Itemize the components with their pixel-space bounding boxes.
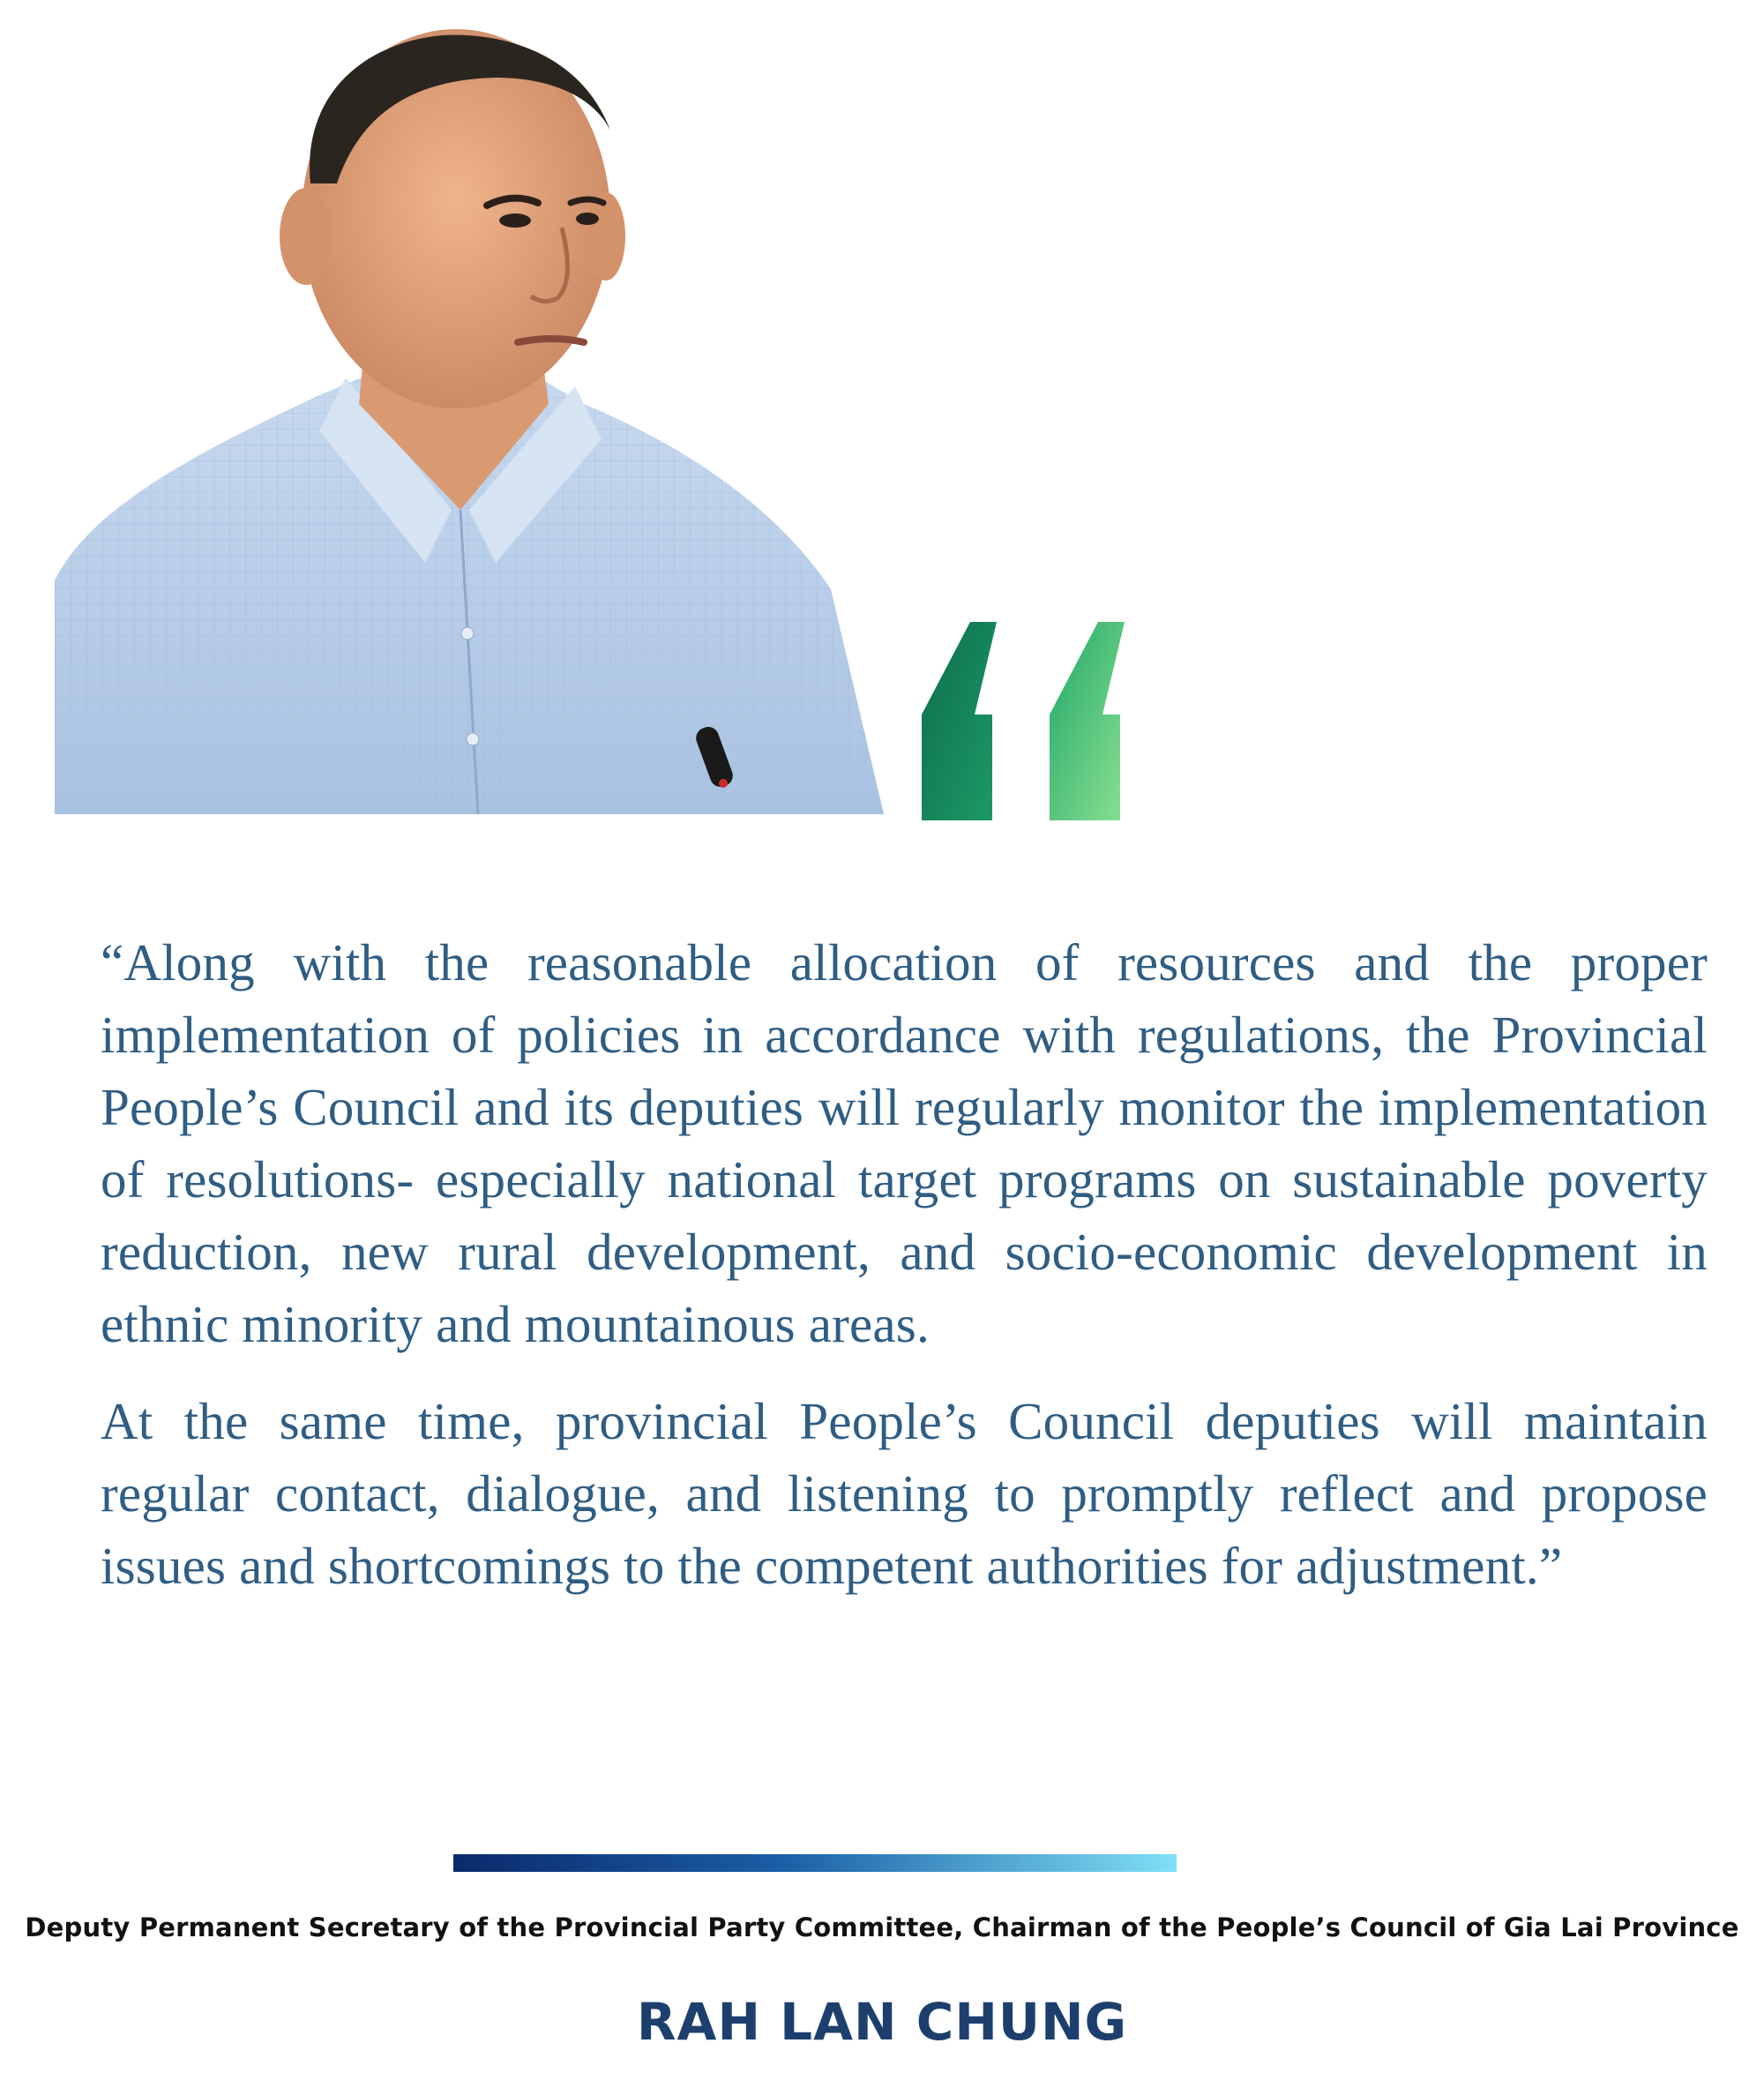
- quote-paragraph-1: “Along with the reasonable allocation of resources and the proper implementation of policies in accordance with regulations, the Provincial People’s Council and its deputies will regularly monitor the implementation of resolutions- especially national target programs on sustainable poverty reduction, new rural development, and socio-economic development in ethnic minority and mountainous areas.: [101, 933, 1708, 1353]
- quotation-mark-icon: [922, 622, 1151, 820]
- gradient-divider: [453, 1854, 1177, 1872]
- speaker-name: RAH LAN CHUNG: [636, 1992, 1128, 2052]
- speaker-position: Deputy Permanent Secretary of the Provincial Party Committee, Chairman of the People’s Council of Gia Lai Province: [25, 1912, 1739, 1942]
- speaker-portrait: [55, 16, 884, 814]
- quote-text: [101, 926, 1708, 1627]
- quote-paragraph-2: At the same time, provincial People’s Council deputies will maintain regular contact, dialogue, and listening to promptly reflect and propose issues and shortcomings to the competent authorities for adjustment.”: [101, 1392, 1708, 1595]
